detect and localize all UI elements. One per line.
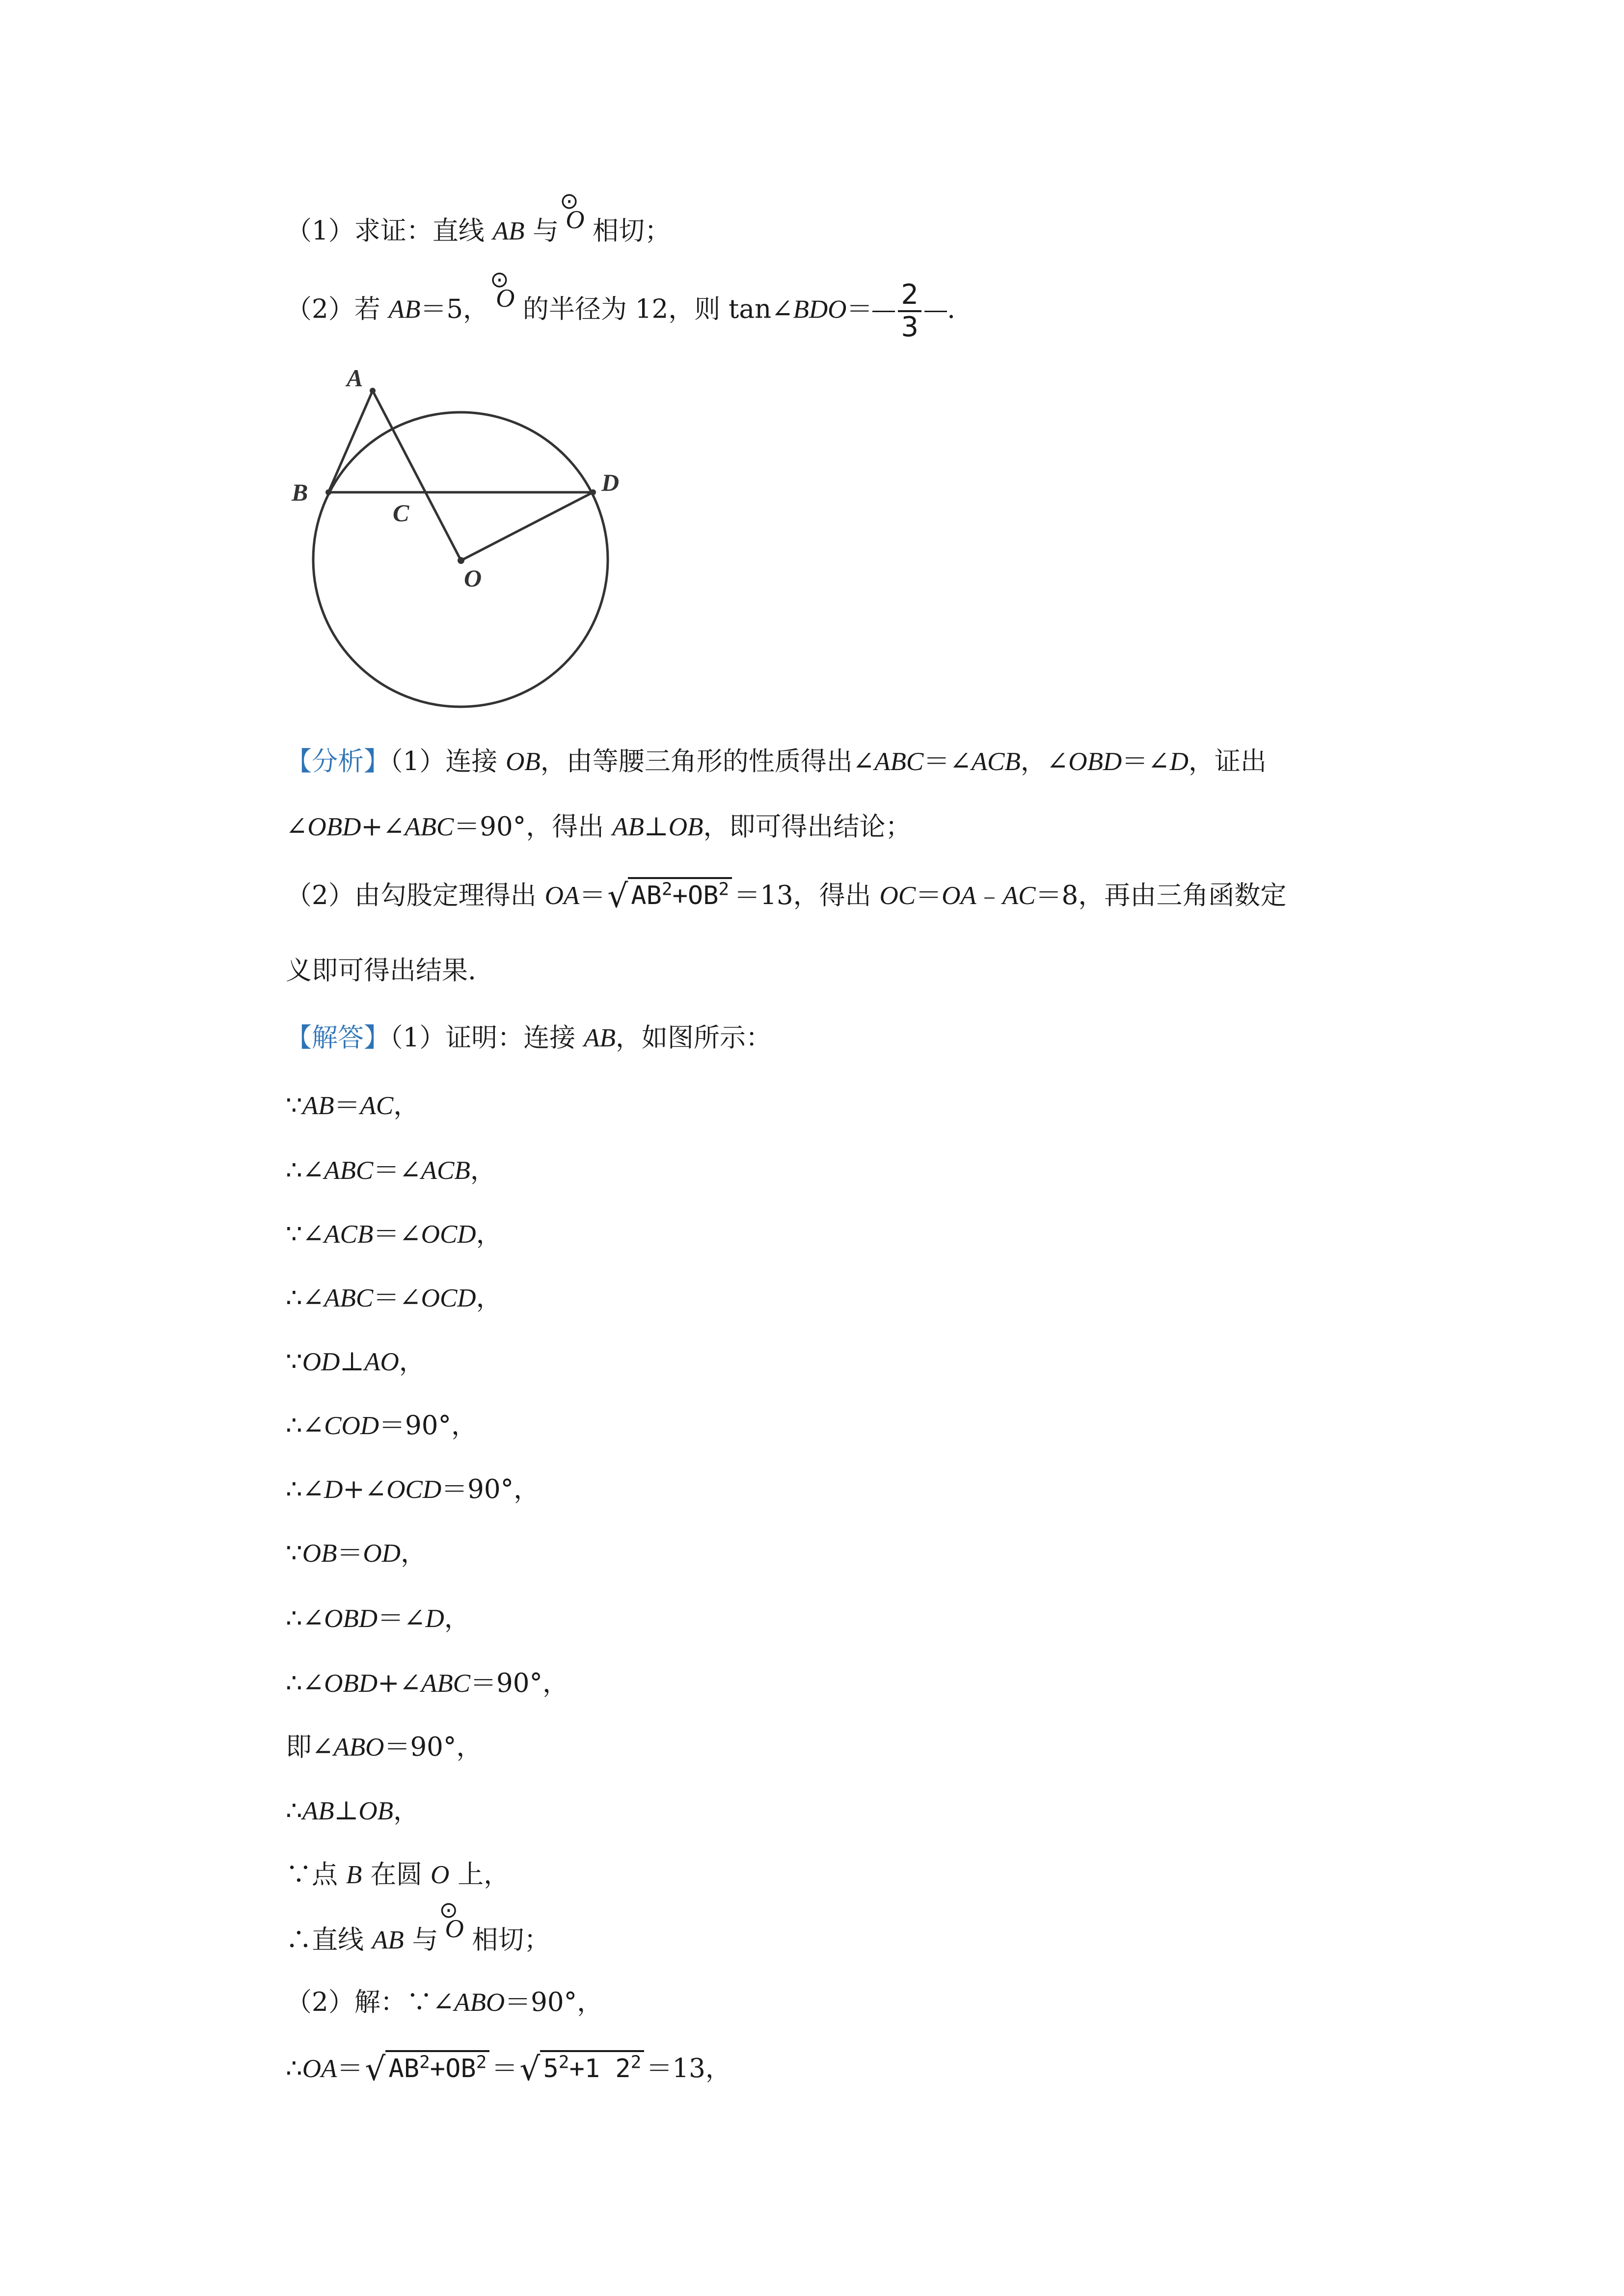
analysis-line-4: 义即可得出结果. <box>286 956 476 986</box>
point-a <box>370 388 376 394</box>
solution-line-15: ∴直线 AB 与 ⊙ O 相切； <box>286 1896 550 1955</box>
radical-icon: √ <box>519 2050 541 2088</box>
question-2: （2）若 AB＝5， ⊙ O 的半径为 12，则 tan∠BDO＝ $\frac{2}{3}$ . <box>286 266 955 343</box>
solution-line-4: ∵∠ACB＝∠OCD， <box>286 1219 502 1249</box>
solution-line-1: 【解答】（1）证明：连接 AB，如图所示： <box>286 1023 772 1053</box>
segment-ab <box>328 391 373 492</box>
analysis-line-3: （2）由勾股定理得出 OA＝√ $AB^2+OB^2 =13$，得出 OC＝OA﹣AC＝8，再由三角函数定 <box>286 877 1287 915</box>
solution-line-12: 即∠ABO＝90°， <box>286 1732 483 1762</box>
radical-icon: √ <box>607 877 628 915</box>
solution-line-17: ∴OA＝√ $AB^2+OB^2$ ＝√ $5^2+1$ $2^2 =13$， <box>286 2050 731 2088</box>
point-o <box>458 557 464 564</box>
sqrt-expression: √ $AB^2+OB^2$ <box>365 2049 489 2089</box>
circle-dot-icon: ⊙ <box>490 266 509 293</box>
solution-tag: 【解答】 <box>286 1023 390 1053</box>
solution-line-3: ∴∠ABC＝∠ACB， <box>286 1155 496 1185</box>
radical-icon: √ <box>365 2050 386 2088</box>
solution-line-10: ∴∠OBD＝∠D， <box>286 1603 470 1633</box>
label-b: B <box>292 479 308 506</box>
sqrt-expression: √ $AB^2+OB^2$ <box>607 876 732 916</box>
solution-line-14: ∵点 B 在圆 O 上， <box>286 1860 510 1890</box>
solution-line-2: ∵AB＝AC， <box>286 1091 420 1121</box>
geometry-figure <box>275 358 638 717</box>
answer-fraction: $\frac{2}{3}$ <box>898 280 921 343</box>
analysis-tag: 【分析】 <box>286 747 390 776</box>
segment-od <box>461 492 593 561</box>
solution-line-7: ∴∠COD＝90°， <box>286 1411 477 1441</box>
circle-dot-icon: ⊙ <box>439 1896 459 1923</box>
segment-ao <box>373 391 461 561</box>
answer-blank-left <box>872 311 895 312</box>
analysis-line-1: 【分析】（1）连接 OB，由等腰三角形的性质得出∠ABC＝∠ACB，∠OBD＝∠D，证出 <box>286 747 1267 776</box>
answer-blank-right <box>924 311 947 312</box>
question-1: （1）求证：直线 AB 与 ⊙ O 相切； <box>286 187 671 246</box>
circle-o-symbol: ⊙ O <box>490 266 515 313</box>
solution-line-8: ∴∠D+∠OCD＝90°， <box>286 1474 540 1504</box>
label-a: A <box>347 364 363 392</box>
point-d <box>590 489 596 495</box>
circle-o-symbol: ⊙ O <box>560 187 585 234</box>
sqrt-expression: √ $5^2+1$ $2^2$ <box>519 2049 644 2089</box>
label-o: O <box>464 564 482 592</box>
solution-line-13: ∴AB⊥OB， <box>286 1796 419 1826</box>
solution-line-9: ∵OB＝OD， <box>286 1538 427 1568</box>
label-d: D <box>601 469 620 496</box>
label-c: C <box>393 499 409 527</box>
point-b <box>325 489 331 495</box>
circle-o-symbol: ⊙ O <box>439 1896 464 1943</box>
circle-dot-icon: ⊙ <box>560 187 579 214</box>
analysis-line-2: ∠OBD+∠ABC＝90°，得出 AB⊥OB，即可得出结论； <box>286 812 912 842</box>
solution-line-11: ∴∠OBD+∠ABC＝90°， <box>286 1668 568 1698</box>
solution-line-6: ∵OD⊥AO， <box>286 1347 425 1377</box>
solution-line-16: （2）解：∵∠ABO＝90°， <box>286 1987 603 2017</box>
solution-line-5: ∴∠ABC＝∠OCD， <box>286 1283 502 1313</box>
